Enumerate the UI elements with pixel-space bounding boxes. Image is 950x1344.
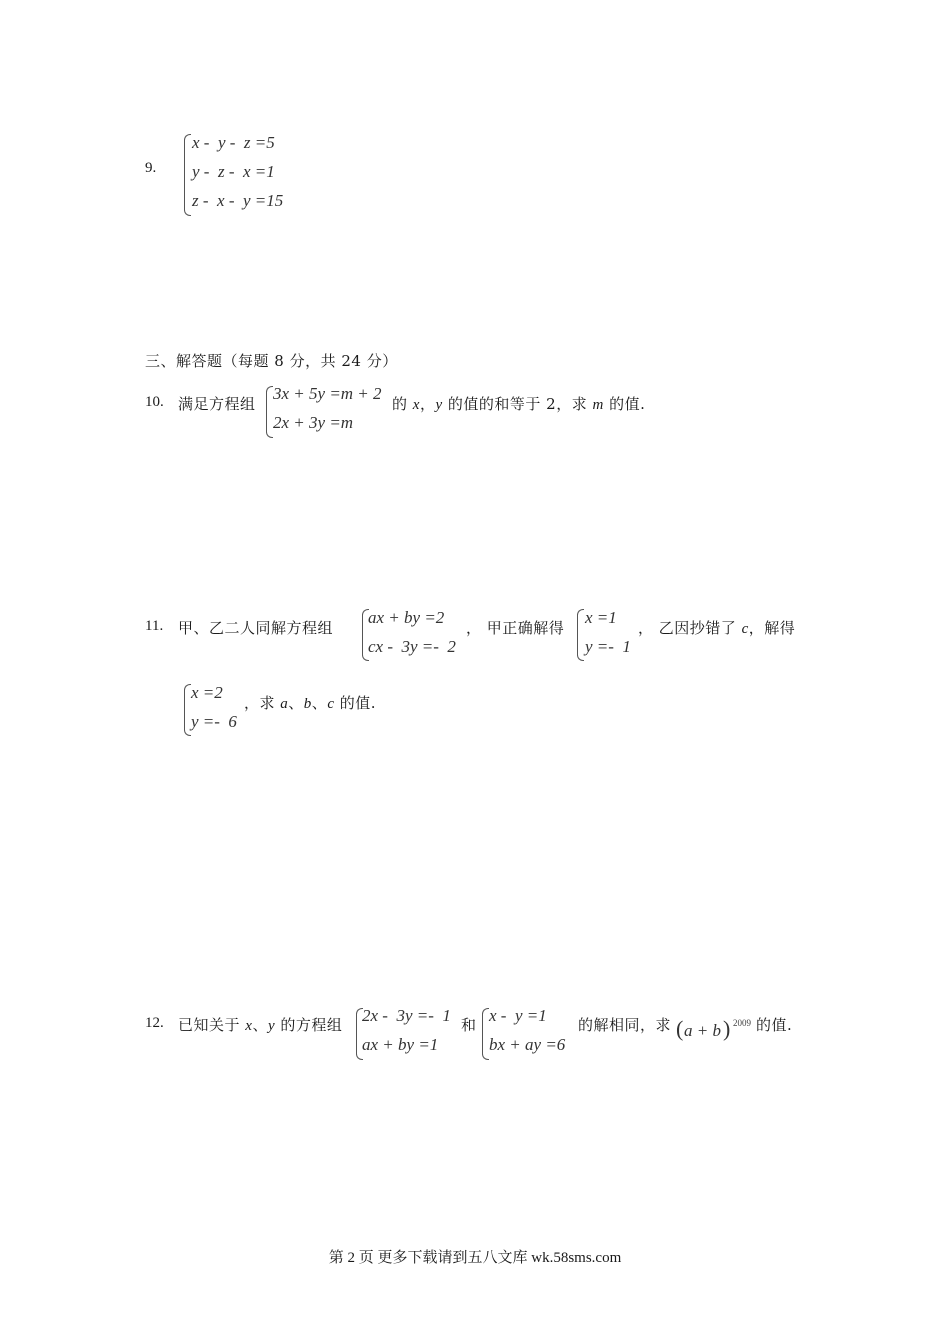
section-heading: 三、解答题（每题 8 分，共 24 分）	[145, 352, 398, 370]
text-fragment: ， 乙因抄错了	[638, 619, 737, 637]
math-expression: a + b	[684, 1021, 721, 1040]
variable: y	[435, 397, 443, 413]
question-number: 12.	[145, 1015, 164, 1031]
equation-line: x =2	[191, 683, 223, 702]
question-number: 9.	[145, 160, 157, 176]
equation-line: bx + ay =6	[489, 1035, 566, 1054]
question-text	[392, 393, 645, 414]
text-fragment: 的值的和等于 2，求	[442, 395, 593, 413]
question-text	[244, 692, 376, 713]
text-fragment: 的	[392, 395, 413, 413]
exponent: 2009	[733, 1018, 751, 1028]
equation-line: cx - 3y =- 2	[368, 637, 456, 656]
question-text: 甲、乙二人同解方程组	[178, 619, 334, 637]
open-paren: (	[676, 1016, 684, 1041]
equation-line: z - x - y =15	[192, 191, 284, 210]
question-text: 的值.	[756, 1016, 793, 1034]
text-fragment: 的值.	[334, 694, 377, 712]
text-fragment: 已知关于	[178, 1016, 241, 1034]
equation-line: 2x + 3y =m	[273, 413, 354, 432]
page-footer: 第 2 页 更多下载请到五八文库 wk.58sms.com	[328, 1250, 622, 1266]
text-fragment: 、	[288, 694, 304, 712]
left-brace	[482, 1008, 489, 1060]
question-number: 10.	[145, 394, 164, 410]
equation-line: y =- 1	[585, 637, 631, 656]
variable: c	[327, 696, 335, 712]
equation-line: x =1	[585, 608, 617, 627]
equation-line: x - y - z =5	[192, 133, 275, 152]
equation-line: ax + by =2	[368, 608, 445, 627]
text-fragment: 、	[311, 694, 328, 712]
equation-line: 2x - 3y =- 1	[362, 1006, 451, 1025]
text-fragment: 的值.	[603, 395, 646, 413]
variable: b	[303, 696, 312, 712]
variable: x	[412, 397, 420, 413]
left-brace	[266, 386, 273, 438]
variable: y	[267, 1018, 276, 1034]
close-paren: )	[723, 1016, 731, 1041]
left-brace	[184, 684, 191, 736]
text-fragment: ，	[419, 395, 436, 413]
equation-line: y =- 6	[191, 712, 237, 731]
text-fragment: 的方程组	[275, 1016, 343, 1034]
variable: a	[280, 696, 289, 712]
equation-line: x - y =1	[489, 1006, 547, 1025]
variable: x	[245, 1018, 253, 1034]
text-fragment: ，解得	[748, 619, 796, 637]
question-text: 满足方程组	[178, 395, 256, 413]
question-text: 的解相同，求	[578, 1016, 672, 1034]
text-fragment: 、	[252, 1016, 268, 1034]
left-brace	[577, 609, 584, 661]
equation-line: y - z - x =1	[192, 162, 275, 181]
equation-line: 3x + 5y =m + 2	[273, 384, 382, 403]
question-text: ， 甲正确解得	[466, 619, 565, 637]
variable: c	[741, 621, 749, 637]
question-text: 和	[461, 1016, 477, 1034]
text-fragment: ，求	[244, 694, 281, 712]
question-number: 11.	[145, 618, 164, 634]
variable: m	[592, 397, 604, 413]
question-text	[178, 1014, 342, 1035]
question-text	[638, 617, 795, 638]
left-brace	[184, 134, 191, 216]
equation-line: ax + by =1	[362, 1035, 439, 1054]
